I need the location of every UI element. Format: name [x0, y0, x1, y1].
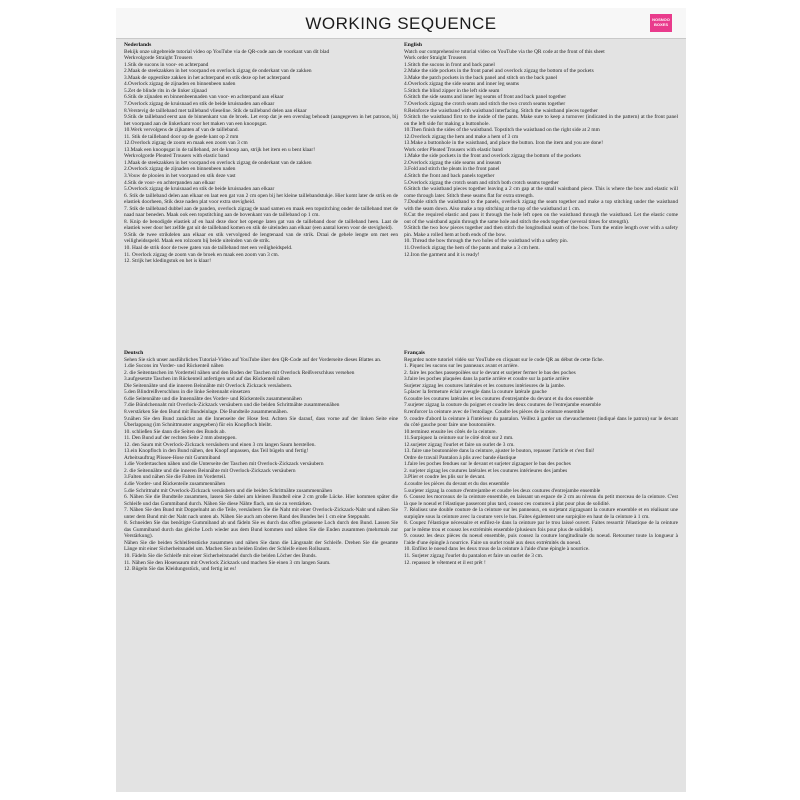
instruction-line: Work order Pleated Trousers with elastic band — [404, 146, 503, 153]
instruction-line: 10. Fädeln Sie die Schleife mit einer Sicherheitsnadel durch die beiden Löcher des Bunds. — [124, 553, 317, 559]
instruction-line: 6.Stitch the side seams and inner leg seams of front and back panel together — [404, 94, 567, 101]
instruction-line: 6. Nähen Sie die Bundteile zusammen, lassen Sie dabei am kleinen Bundteil eine 2 cm große Lücke. Hier kommen später die Schleife und das Gummiband durch. Nähen Sie diese Nähte flach, um sie zu verstärken. — [124, 494, 398, 507]
instruction-line: 6.Stik de zijnaden en binnenbeennaden van voor- en achterpand aan elkaar — [124, 94, 284, 101]
instruction-line: Regardez notre tutoriel vidéo sur YouTube en cliquant sur le code QR au début de cette fiche. — [404, 356, 604, 363]
instruction-line: 4.Overlock zigzag the side seams and inner leg seams — [404, 81, 520, 88]
instruction-line: 2.Maak de steekzakken in het voorpand en overlock zigzag de onderkant van de zakken — [124, 68, 312, 75]
instruction-line: 8.Reinforce the waistband with waistband interfacing. Stitch the waistband pieces together — [404, 107, 598, 114]
instruction-line: 1.Maak de steekzakken in het voorpand en overlock zigzag de onderkant van de zakken — [124, 159, 312, 166]
instruction-list — [404, 49, 678, 259]
instruction-line: 9. coudre d'abord la ceinture à l'intérieur du pantalon. Veillez à garder un chevauchement (indiqué dans le patron) sur le devant du côté gauche pour faire une boutonnière. — [404, 415, 678, 429]
instruction-line: Surjeter zigzag les coutures latérales et les coutures intérieures de la jambe. — [404, 382, 566, 389]
instruction-line: 2. die Seitentaschen im Vorderteil nähen und den Boden der Taschen mit Overlock Reißverschluss versehen — [124, 369, 355, 376]
instruction-line: 13.Make a buttonhole in the waistband, and place the button. Iron the item and you are done! — [404, 140, 603, 147]
instruction-line: 11. Den Bund auf der rechten Seite 2 mm absteppen. — [124, 435, 237, 442]
instruction-line: Werkvolgorde Straight Trousers — [124, 55, 193, 62]
instruction-line: Werkvolgorde Pleated Trousers with elastic band — [124, 153, 229, 160]
instruction-list — [124, 49, 398, 265]
instruction-line: 3.Maak de opgestikte zakken in het achterpand en stik deze op het achterpand — [124, 74, 291, 81]
instruction-line: 11. Surjeter zigzag l'ourlet du pantalon et faire un ourlet de 3 cm. — [404, 553, 544, 559]
section-heading: Français — [404, 350, 425, 356]
instruction-line: Sehen Sie sich unser ausführliches Tutorial-Video auf YouTube über den QR-Code auf der Vorderseite dieses Blattes an. — [124, 356, 382, 363]
section-french — [404, 350, 678, 566]
instruction-line: 13.Maak een knoopsgat in de tailleband, zet de knoop aan, strijk het item en u bent klaar! — [124, 146, 315, 153]
instruction-line: 1.Stik de sucons in voor- en achterpand — [124, 61, 209, 68]
instruction-line: 4.coudre les pièces du devant et du dos ensemble — [404, 480, 509, 487]
instruction-line: 6.Stitch the waistband pieces together leaving a 2 cm gap at the small waistband piece. This is where the bow and elastic will come through later. Stitch these seams flat for extra strength. — [404, 186, 678, 199]
instruction-line: 5.placer la fermeture éclair aveugle dans la couture latérale gauche — [404, 389, 547, 396]
page-title: WORKING SEQUENCE — [305, 14, 497, 33]
instruction-line: 1. Piquez les sucons sur les panneaux avant et arrière. — [404, 363, 519, 370]
instruction-line: 10. Haal de strik door de twee gaten van de tailleband met een veiligheidspeld. — [124, 245, 293, 251]
instruction-line: 11. Nähen Sie den Hosensaum mit Overlock Zickzack und machen Sie einen 3 cm langen Saum. — [124, 559, 331, 566]
instruction-line: 10.Werk vervolgens de zijkanten af van de tailleband. — [124, 127, 239, 134]
section-heading: English — [404, 42, 423, 48]
instruction-line: 4.Stitch the front and back panels together — [404, 172, 495, 179]
instruction-line: 11. Overlock zigzag de zoom van de broek en maak een zoom van 3 cm. — [124, 251, 280, 258]
instruction-line: 7. Nähen Sie den Bund mit Doppelnaht an die Teile, versäubern Sie die Naht mit einer Overlock-Zickzack-Naht und nähen Sie unter dem Bund mit der Naht nach unten ab. Nähen Sie auch am oberen Rand des Bundes bei 1 cm eine Steppnaht. — [124, 507, 398, 520]
instruction-line: 9.Stik de twee strikdelen aan elkaar en stik vervolgend de lengtenaad van de strik. Draai de gehele lengte om met een veiligheidsspeld. Maak een rolzoom bij beide uiteinden van de strik. — [124, 231, 398, 245]
brand-logo: NOSNOO BOXES — [650, 14, 672, 32]
instruction-line: 5.Overlock zigzag the crotch seam and stitch both crotch seams together — [404, 179, 559, 186]
instruction-line: 1.Make the side pockets in the front and overlock zigzag the bottom of the pockets — [404, 153, 581, 160]
instruction-line: 6. Stik de tailleband delen aan elkaar en laat een gat van 2 cm open bij het kleine taillebandstukje. Hier komt later de strik en de elastiek doorheen, Stik deze naden plat voor extra stevigheid. — [124, 192, 398, 206]
instruction-line: 5.Overlock zigzag de kruisnaad en stik de beide kruisnaden aan elkaar — [124, 186, 275, 193]
instruction-line: 3.Make the patch pockets in the back panel and stitch on the back panel — [404, 74, 558, 81]
instruction-line: 2. die Seitennähte und die inneren Beinnähte mit Overlock-Zickzack versäubern — [124, 467, 296, 474]
instruction-line: 10.terminez ensuite les côtés de la ceinture. — [404, 428, 497, 435]
instruction-line: 2.Overlock zigzag the side seams and inseam — [404, 159, 501, 166]
instruction-list — [404, 357, 678, 567]
instruction-line: 7.die Bündchennaht mit Overlock-Zickzack versäubern und die beiden Schrittnähte zusammennähen — [124, 402, 340, 409]
instruction-line: Work order Straight Trousers — [404, 55, 467, 62]
instruction-line: 8. Schneiden Sie das benötigte Gummiband ab und fädeln Sie es durch das offen gelassene Loch durch den Bund. Lassen Sie das Gummiband durch das gleiche Loch wieder aus dem Bund kommen und nähen Sie die Enden zusammen (mehrmals zur Verstärkung). — [124, 520, 398, 540]
instruction-line: 12. Strijk het kledingstuk en het is klaar! — [124, 258, 211, 265]
instruction-line: Die Seitennähte und die inneren Beinnähte mit Overlock Zickzack versäubern. — [124, 382, 293, 389]
section-dutch — [124, 42, 398, 265]
instruction-line: 11.Overlock zigzag the hem of the pants and make a 3 cm hem. — [404, 245, 540, 251]
instruction-line: 5.surjeter zigzag la couture d'entrejambe et coudre les deux coutures d'entrejambe ensemble — [404, 487, 601, 494]
instruction-line: 6. Cousez les morceaux de la ceinture ensemble, en laissant un espace de 2 cm au niveau du petit morceau de la ceinture. C'est là que le noeud et l'élastique passeront plus tard, cousez ces coutures à plat pour plus de solidité. — [404, 494, 678, 507]
instruction-list — [124, 357, 398, 573]
instruction-line: 8.renforcer la ceinture avec de l'entoilage. Coudre les pièces de la ceinture ensemble — [404, 408, 585, 415]
instruction-line: 12. Bügeln Sie das Kleidungsstück, und fertig ist es! — [124, 566, 237, 573]
instruction-line: Bekijk onze uitgebreide tutorial video op YouTube via de QR-code aan de voorkant van dit blad — [124, 48, 330, 55]
instruction-line: 1.Stitch the sucons in front and back panel — [404, 61, 495, 68]
instruction-line: 3.Falten und nähen Sie die Falten im Vorderteil. — [124, 474, 227, 481]
instruction-line: 7. Stik de tailleband dubbel aan de panden, overlock zigzag de naad samen en maak een topstitching onder de tailleband met de naad naar beneden. Maak ook een topstitching aan de bovenkant van de tailleband op 1 cm. — [124, 205, 398, 219]
instruction-line: 10. Thread the bow through the two holes of the waistband with a safety pin. — [404, 238, 569, 245]
instruction-line: 4.Overlock zigzag de zijnaden en binnenbeen naden — [124, 81, 236, 88]
instruction-line: 1.die Vordertaschen nähen und die Unterseite der Taschen mit Overlock-Zickzack versäubern — [124, 461, 324, 468]
instruction-line: 2.Make the side pockets in the front panel and overlock zigzag the bottom of the pockets — [404, 68, 594, 75]
instruction-line: 11.Surpiquez la ceinture sur le côté droit sur 2 mm. — [404, 435, 514, 442]
header-bar — [116, 8, 686, 39]
instruction-line: 9.Stitch the waistband first to the inside of the pants. Make sure to keep a turnover (indicated in the pattern) at the front panel on the left side for making a buttonhole. — [404, 114, 678, 127]
instruction-line: 4.die Vorder- und Rückenteile zusammennähen — [124, 480, 226, 487]
instruction-line: 9.Stik de tailleband eerst aan de binnenkant van de broek. Let erop dat je een overslag behoudt (aangegeven in het patroon, bij het voorpand aan de linkerkant voor het maken van een knoopsgat. — [124, 114, 398, 127]
instruction-line: 9.nähen Sie den Bund zunächst an die Innenseite der Hose fest. Achten Sie darauf, dass vorne auf der linken Seite eine Überlappung (im Schnittmuster angegeben) für ein Knopfloch bleibt. — [124, 415, 398, 429]
instruction-line: 7. Réalisez une double couture de la ceinture sur les panneaux, en surjetant zigzaguant la couture ensemble et en réalisant une surpiqûre sous la ceinture avec la couture vers le bas. Faites également une surpiqûre en haut de la ceinture à 1 cm. — [404, 507, 678, 520]
instruction-line: 9. cousez les deux pièces du noeud ensemble, puis cousez la couture longitudinale du noeud. Retourner toute la longueur à l'aide d'une épingle à nourrice. Faire un ourlet roulé aux deux extrémités du noeud. — [404, 533, 678, 546]
instruction-line: 3.faire les poches plaquées dans la partie arrière et coudre sur la partie arrière — [404, 376, 570, 383]
instruction-sheet — [116, 8, 686, 792]
instruction-line: 7.Overlock zigzag de kruisnaad en stik de beide kruisnaden aan elkaar — [124, 100, 275, 107]
instruction-line: 5.den Blindreißverschluss in die linke Seitennaht einsetzen — [124, 389, 250, 396]
instruction-line: 12. repassez le vêtement et il est prêt ! — [404, 559, 486, 566]
instruction-line: 3.Vouw de plooien in het voorpand en stik deze vast — [124, 172, 236, 179]
instruction-line: Watch our comprehensive tutorial video on YouTube via the QR code at the front of this sheet — [404, 48, 605, 55]
instruction-line: 11. Stik de tailleband door op de goede kant op 2 mm — [124, 133, 239, 140]
instruction-line: 8. Coupez l'élastique nécessaire et enfilez-le dans la ceinture par le trou laissé ouvert. Faites ressortir l'élastique de la ceinture par le même trou et cousez les extrémités ensemble (plusieurs fois pour plus de solidité). — [404, 520, 678, 533]
instruction-line: 6.die Seitennähte und die Innennähte des Vorder- und Rückenteils zusammennähen — [124, 395, 302, 402]
instruction-line: 13.ein Knopfloch in den Bund nähen, den Knopf anpassen, das Teil bügeln und fertig! — [124, 448, 309, 455]
instruction-line: 3.Fold and stitch the pleats in the front panel — [404, 166, 500, 173]
instruction-line: 12.Overlock zigzag the hem and make a hem of 3 cm — [404, 133, 519, 140]
instruction-line: 2.Overlock zigzag de zijnaden en binnenbeen naden — [124, 166, 236, 173]
instruction-line: 8.Cut the required elastic and pass it through the hole left open on the waistband through the waistband. Let the elastic come out of the waistband again through the same hole and stitch the ends together (several times for strength). — [404, 212, 678, 225]
instruction-line: 12. den Saum mit Overlock-Zickzack versäubern und einen 3 cm langen Saum herstellen. — [124, 441, 316, 448]
instruction-line: Ordre de travail Pantalon à plis avec bande élastique — [404, 454, 517, 461]
instruction-line: 3.Plier et coudre les plis sur le devant. — [404, 474, 486, 481]
section-german — [124, 350, 398, 573]
instruction-line: Arbeitsauftrag Plissee-Hose mit Gummiband — [124, 454, 221, 461]
instruction-line: 5.Stitch the blind zipper in the left side seam — [404, 87, 500, 94]
instruction-line: 6.coudre les coutures latérales et les coutures d'entrejambe du devant et du dos ensemble — [404, 395, 594, 402]
instruction-line: 1.die Sucons im Vorder- und Rückenteil nähen — [124, 363, 224, 370]
instruction-line: 5.Zet de blinde rits in de linker zijnaad — [124, 87, 207, 94]
instruction-line: 10. schließen Sie dann die Seiten des Bunds ab. — [124, 428, 226, 435]
section-heading: Deutsch — [124, 350, 144, 356]
instruction-line: 9.Stitch the two bow pieces together and then stitch the longitudinal seam of the bow. Turn the entire length over with a safety pin. Make a rolled hem at both ends of the bow. — [404, 225, 678, 238]
section-heading: Nederlands — [124, 42, 152, 48]
instruction-line: 13. faire une boutonnière dans la ceinture, ajuster le bouton, repasser l'article et c'est fini! — [404, 448, 595, 455]
instruction-line: 8.Verstevig de tailleband met tailleband vlieseline. Stik de tailleband delen aan elkaar — [124, 107, 307, 114]
instruction-line: 2. faire les poches passepoilées sur le devant et surjeter fermer le bas des poches — [404, 369, 576, 376]
instruction-line: 12.surjeter zigzag l'ourlet et faire un ourlet de 3 cm. — [404, 441, 515, 448]
instruction-line: 10.Then finish the sides of the waistband. Topstitch the waistband on the right side at 2 mm — [404, 127, 600, 134]
instruction-line: 12.Iron the garment and it is ready! — [404, 251, 480, 258]
instruction-line: 7.Double stitch the waistband to the panels, overlock zigzag the seam together and make a top stitching under the waistband with the seam down. Also make a top stitching at the top of the waistband at 1 cm. — [404, 199, 678, 212]
instruction-line: 8.verstärken Sie den Bund mit Bundeinlage. Die Bundteile zusammennähen. — [124, 408, 288, 415]
instruction-line: 7.surjeter zigzag la couture du poignet et coudre les deux coutures de l'entrejambe ensemble — [404, 402, 601, 409]
instruction-line: 2. surjeter zigzag les coutures latérales et les coutures intérieures des jambes — [404, 467, 568, 474]
instruction-line: 8. Knip de benodigde elastiek af en haal deze door het openge laten gat van de tailleband door de tailleband heen. Laat de elastiek weer door het zelfde gat uit de tailleband komen en stik de uiteinden aan elkaar (een aantal keren voor de stevigheid). — [124, 218, 398, 232]
section-english — [404, 42, 678, 258]
instruction-line: 7.Overlock zigzag the crotch seam and stitch the two crotch seams together — [404, 100, 566, 107]
instruction-line: 4.Stik de voor- en achterpanden aan elkaar — [124, 179, 216, 186]
instruction-line: 10. Enfilez le noeud dans les deux trous de la ceinture à l'aide d'une épingle à nourrice. — [404, 546, 590, 553]
instruction-line: Nähen Sie die beiden Schleifenstücke zusammen und nähen Sie dann die Längsnaht der Schleife. Drehen Sie die gesamte Länge mit einer Sicherheitsnadel um. Machen Sie an beiden Enden der Schleife einen Rollsaum. — [124, 539, 398, 553]
instruction-line: 1.faire les poches fendues sur le devant et surjeter zigzaguer le bas des poches — [404, 461, 571, 468]
instruction-line: 3.aufgesetzte Taschen im Rückenteil anfertigen und auf das Rückenteil nähen — [124, 376, 290, 383]
instruction-line: 12.Overlock zigzag de zoom en maak een zoom van 3 cm — [124, 140, 248, 147]
instruction-line: 5.die Schrittnaht mit Overlock-Zickzack versäubern und die beiden Schrittnähte zusammennähen — [124, 487, 333, 494]
